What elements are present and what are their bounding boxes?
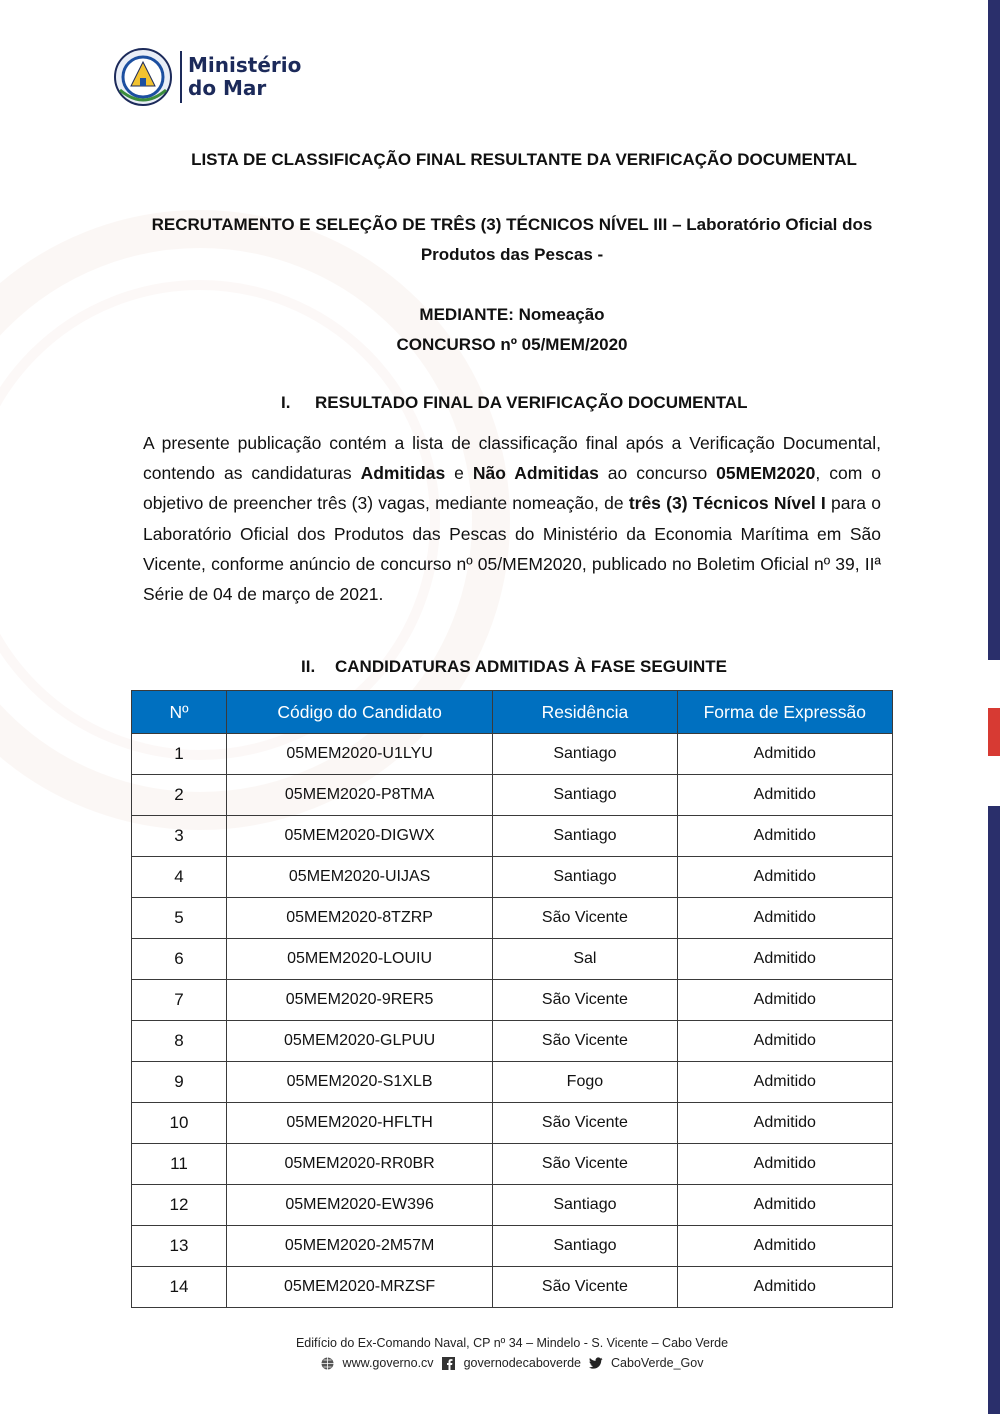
para-text: para o Laboratório Oficial dos Produtos das Pescas do Ministério da Economia Marítima em São Vicente, conforme anúncio de concurso nº 05/MEM2020, publicado no Boletim Oficial nº 39, IIª Série de 04 de março de 2021. bbox=[143, 493, 881, 605]
status-cell: Admitido bbox=[677, 1062, 892, 1103]
row-number-cell: 6 bbox=[132, 939, 227, 980]
row-number-cell: 12 bbox=[132, 1185, 227, 1226]
para-text: , com o objetivo de preencher três (3) vagas, mediante nomeação, de bbox=[143, 463, 881, 514]
document-title: LISTA DE CLASSIFICAÇÃO FINAL RESULTANTE DA VERIFICAÇÃO DOCUMENTAL bbox=[191, 150, 857, 169]
residence-cell: Santiago bbox=[493, 857, 677, 898]
candidate-code-cell: 05MEM2020-2M57M bbox=[226, 1226, 492, 1267]
candidate-code-cell: 05MEM2020-GLPUU bbox=[226, 1021, 492, 1062]
status-cell: Admitido bbox=[677, 1103, 892, 1144]
residence-cell: São Vicente bbox=[493, 980, 677, 1021]
table-row bbox=[132, 1062, 893, 1103]
candidates-table bbox=[131, 690, 893, 1308]
table-row bbox=[132, 1144, 893, 1185]
column-header-residence: Residência bbox=[493, 691, 677, 734]
logo-line-2: do Mar bbox=[188, 76, 267, 100]
section-2-title: CANDIDATURAS ADMITIDAS À FASE SEGUINTE bbox=[335, 657, 727, 676]
intro-paragraph bbox=[143, 428, 881, 609]
status-cell: Admitido bbox=[677, 734, 892, 775]
candidate-code-cell: 05MEM2020-MRZSF bbox=[226, 1267, 492, 1308]
candidate-code-cell: 05MEM2020-P8TMA bbox=[226, 775, 492, 816]
status-cell: Admitido bbox=[677, 980, 892, 1021]
website-link[interactable]: www.governo.cv bbox=[342, 1356, 434, 1370]
footer-links bbox=[0, 1356, 1000, 1370]
para-text: ao concurso bbox=[598, 463, 717, 484]
cabo-verde-seal-icon bbox=[112, 46, 174, 108]
status-cell: Admitido bbox=[677, 857, 892, 898]
row-number-cell: 4 bbox=[132, 857, 227, 898]
logo-text bbox=[188, 54, 301, 100]
para-bold-positions: três (3) Técnicos Nível I bbox=[628, 493, 826, 514]
column-header-number: Nº bbox=[132, 691, 227, 734]
candidate-code-cell: 05MEM2020-RR0BR bbox=[226, 1144, 492, 1185]
column-header-status: Forma de Expressão bbox=[677, 691, 892, 734]
contest-info bbox=[12, 300, 1000, 360]
table-row bbox=[132, 857, 893, 898]
status-cell: Admitido bbox=[677, 775, 892, 816]
candidate-code-cell: 05MEM2020-8TZRP bbox=[226, 898, 492, 939]
section-1-title: RESULTADO FINAL DA VERIFICAÇÃO DOCUMENTAL bbox=[315, 393, 748, 412]
para-bold-admitidas: Admitidas bbox=[360, 463, 446, 484]
para-text: e bbox=[445, 463, 473, 484]
logo-line-1: Ministério bbox=[188, 53, 302, 77]
residence-cell: Santiago bbox=[493, 816, 677, 857]
table-row bbox=[132, 1226, 893, 1267]
section-1-heading bbox=[281, 393, 748, 413]
candidate-code-cell: 05MEM2020-UIJAS bbox=[226, 857, 492, 898]
recruitment-title bbox=[12, 210, 1000, 270]
table-row bbox=[132, 1021, 893, 1062]
concurso-line: CONCURSO nº 05/MEM/2020 bbox=[396, 335, 628, 354]
logo-divider bbox=[180, 51, 182, 103]
row-number-cell: 1 bbox=[132, 734, 227, 775]
facebook-icon bbox=[442, 1356, 456, 1370]
table-row bbox=[132, 775, 893, 816]
candidate-code-cell: 05MEM2020-LOUIU bbox=[226, 939, 492, 980]
twitter-link[interactable]: CaboVerde_Gov bbox=[611, 1356, 704, 1370]
residence-cell: Santiago bbox=[493, 775, 677, 816]
residence-cell: São Vicente bbox=[493, 1144, 677, 1185]
row-number-cell: 3 bbox=[132, 816, 227, 857]
para-bold-nao-admitidas: Não Admitidas bbox=[472, 463, 599, 484]
recruitment-title-line-1: RECRUTAMENTO E SELEÇÃO DE TRÊS (3) TÉCNICOS NÍVEL III – Laboratório Oficial dos bbox=[151, 215, 873, 234]
table-row bbox=[132, 734, 893, 775]
row-number-cell: 2 bbox=[132, 775, 227, 816]
side-strip-red bbox=[988, 708, 1000, 756]
candidate-code-cell: 05MEM2020-U1LYU bbox=[226, 734, 492, 775]
residence-cell: Santiago bbox=[493, 1185, 677, 1226]
table-header-row bbox=[132, 691, 893, 734]
twitter-icon bbox=[589, 1356, 603, 1370]
table-row bbox=[132, 939, 893, 980]
footer-address: Edifício do Ex-Comando Naval, CP nº 34 – Mindelo - S. Vicente – Cabo Verde bbox=[295, 1336, 729, 1350]
ministry-logo bbox=[112, 46, 301, 108]
section-2-number: II. bbox=[301, 657, 316, 676]
table-row bbox=[132, 816, 893, 857]
status-cell: Admitido bbox=[677, 1267, 892, 1308]
row-number-cell: 5 bbox=[132, 898, 227, 939]
residence-cell: Santiago bbox=[493, 1226, 677, 1267]
mediante-line: MEDIANTE: Nomeação bbox=[419, 305, 605, 324]
status-cell: Admitido bbox=[677, 1226, 892, 1267]
table-row bbox=[132, 1103, 893, 1144]
residence-cell: Santiago bbox=[493, 734, 677, 775]
residence-cell: São Vicente bbox=[493, 1267, 677, 1308]
section-1-number: I. bbox=[281, 393, 291, 412]
candidate-code-cell: 05MEM2020-9RER5 bbox=[226, 980, 492, 1021]
table-row bbox=[132, 980, 893, 1021]
row-number-cell: 8 bbox=[132, 1021, 227, 1062]
residence-cell: Sal bbox=[493, 939, 677, 980]
candidate-code-cell: 05MEM2020-HFLTH bbox=[226, 1103, 492, 1144]
recruitment-title-line-2: Produtos das Pescas - bbox=[420, 245, 604, 264]
status-cell: Admitido bbox=[677, 816, 892, 857]
facebook-link[interactable]: governodecaboverde bbox=[463, 1356, 582, 1370]
residence-cell: São Vicente bbox=[493, 1103, 677, 1144]
table-row bbox=[132, 898, 893, 939]
section-2-heading bbox=[301, 657, 727, 677]
status-cell: Admitido bbox=[677, 898, 892, 939]
row-number-cell: 14 bbox=[132, 1267, 227, 1308]
row-number-cell: 13 bbox=[132, 1226, 227, 1267]
side-strip-blue-bottom bbox=[988, 806, 1000, 1414]
row-number-cell: 10 bbox=[132, 1103, 227, 1144]
row-number-cell: 9 bbox=[132, 1062, 227, 1103]
row-number-cell: 11 bbox=[132, 1144, 227, 1185]
para-text: A presente publicação contém a lista de classificação final após a Verificação Documental, contendo as candidaturas bbox=[143, 433, 881, 484]
row-number-cell: 7 bbox=[132, 980, 227, 1021]
status-cell: Admitido bbox=[677, 1144, 892, 1185]
candidate-code-cell: 05MEM2020-DIGWX bbox=[226, 816, 492, 857]
globe-icon bbox=[321, 1356, 335, 1370]
residence-cell: Fogo bbox=[493, 1062, 677, 1103]
column-header-code: Código do Candidato bbox=[226, 691, 492, 734]
status-cell: Admitido bbox=[677, 1185, 892, 1226]
status-cell: Admitido bbox=[677, 1021, 892, 1062]
para-bold-contest-code: 05MEM2020 bbox=[716, 463, 816, 484]
status-cell: Admitido bbox=[677, 939, 892, 980]
table-row bbox=[132, 1185, 893, 1226]
table-row bbox=[132, 1267, 893, 1308]
candidate-code-cell: 05MEM2020-EW396 bbox=[226, 1185, 492, 1226]
candidate-code-cell: 05MEM2020-S1XLB bbox=[226, 1062, 492, 1103]
residence-cell: São Vicente bbox=[493, 1021, 677, 1062]
residence-cell: São Vicente bbox=[493, 898, 677, 939]
